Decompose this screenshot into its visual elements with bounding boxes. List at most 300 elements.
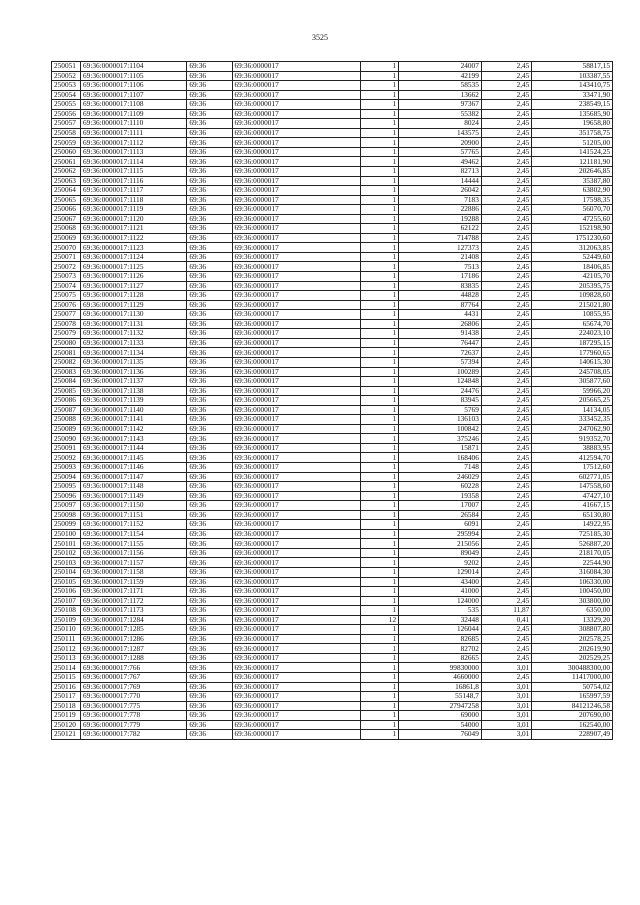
table-row — [52, 157, 613, 167]
area-cell: 143575 — [399, 128, 482, 138]
rate-cell: 3,01 — [481, 663, 532, 673]
rate-cell: 2,45 — [481, 357, 532, 367]
quarter-code-cell: 69:36:0000017 — [232, 539, 361, 549]
cadastral-number-cell: 69:36:0000017:1287 — [81, 644, 187, 654]
value-cell: 42105,70 — [532, 272, 613, 282]
count-cell: 1 — [361, 329, 399, 339]
district-code-cell: 69:36 — [187, 634, 232, 644]
rate-cell: 2,45 — [481, 529, 532, 539]
row-number-cell: 250086 — [52, 396, 81, 406]
quarter-code-cell: 69:36:0000017 — [232, 548, 361, 558]
table-row — [52, 348, 613, 358]
area-cell: 17007 — [399, 501, 482, 511]
district-code-cell: 69:36 — [187, 558, 232, 568]
district-code-cell: 69:36 — [187, 272, 232, 282]
rate-cell: 2,45 — [481, 567, 532, 577]
row-number-cell: 250052 — [52, 71, 81, 81]
area-cell: 19358 — [399, 491, 482, 501]
value-cell: 351758,75 — [532, 128, 613, 138]
quarter-code-cell: 69:36:0000017 — [232, 138, 361, 148]
rate-cell: 2,45 — [481, 596, 532, 606]
district-code-cell: 69:36 — [187, 100, 232, 110]
cadastral-number-cell: 69:36:0000017:1146 — [81, 462, 187, 472]
rate-cell: 0,41 — [481, 615, 532, 625]
count-cell: 1 — [361, 548, 399, 558]
area-cell: 55148,7 — [399, 692, 482, 702]
value-cell: 6350,00 — [532, 606, 613, 616]
row-number-cell: 250054 — [52, 90, 81, 100]
cadastral-number-cell: 69:36:0000017:1139 — [81, 396, 187, 406]
quarter-code-cell: 69:36:0000017 — [232, 291, 361, 301]
quarter-code-cell: 69:36:0000017 — [232, 205, 361, 215]
value-cell: 165997,59 — [532, 692, 613, 702]
area-cell: 21408 — [399, 252, 482, 262]
district-code-cell: 69:36 — [187, 453, 232, 463]
value-cell: 312063,85 — [532, 243, 613, 253]
value-cell: 526887,20 — [532, 539, 613, 549]
area-cell: 7183 — [399, 195, 482, 205]
area-cell: 32448 — [399, 615, 482, 625]
district-code-cell: 69:36 — [187, 252, 232, 262]
quarter-code-cell: 69:36:0000017 — [232, 415, 361, 425]
quarter-code-cell: 69:36:0000017 — [232, 252, 361, 262]
value-cell: 18406,85 — [532, 262, 613, 272]
count-cell: 1 — [361, 205, 399, 215]
count-cell: 1 — [361, 558, 399, 568]
area-cell: 76049 — [399, 730, 482, 740]
cadastral-number-cell: 69:36:0000017:1286 — [81, 634, 187, 644]
quarter-code-cell: 69:36:0000017 — [232, 482, 361, 492]
area-cell: 54000 — [399, 720, 482, 730]
value-cell: 38883,95 — [532, 443, 613, 453]
cadastral-number-cell: 69:36:0000017:1288 — [81, 653, 187, 663]
count-cell: 1 — [361, 367, 399, 377]
district-code-cell: 69:36 — [187, 262, 232, 272]
area-cell: 8024 — [399, 119, 482, 129]
area-cell: 42199 — [399, 71, 482, 81]
value-cell: 100450,00 — [532, 587, 613, 597]
count-cell: 1 — [361, 396, 399, 406]
quarter-code-cell: 69:36:0000017 — [232, 119, 361, 129]
count-cell: 1 — [361, 529, 399, 539]
rate-cell: 2,45 — [481, 176, 532, 186]
value-cell: 1751230,60 — [532, 233, 613, 243]
rate-cell: 2,45 — [481, 90, 532, 100]
value-cell: 305877,60 — [532, 377, 613, 387]
cadastral-number-cell: 69:36:0000017:1142 — [81, 424, 187, 434]
row-number-cell: 250105 — [52, 577, 81, 587]
table-row — [52, 377, 613, 387]
row-number-cell: 250059 — [52, 138, 81, 148]
quarter-code-cell: 69:36:0000017 — [232, 501, 361, 511]
area-cell: 87764 — [399, 300, 482, 310]
district-code-cell: 69:36 — [187, 548, 232, 558]
area-cell: 26584 — [399, 510, 482, 520]
cadastral-number-cell: 69:36:0000017:1173 — [81, 606, 187, 616]
district-code-cell: 69:36 — [187, 625, 232, 635]
quarter-code-cell: 69:36:0000017 — [232, 434, 361, 444]
value-cell: 202646,85 — [532, 167, 613, 177]
value-cell: 143410,75 — [532, 81, 613, 91]
district-code-cell: 69:36 — [187, 491, 232, 501]
quarter-code-cell: 69:36:0000017 — [232, 224, 361, 234]
rate-cell: 2,45 — [481, 195, 532, 205]
cadastral-number-cell: 69:36:0000017:1110 — [81, 119, 187, 129]
quarter-code-cell: 69:36:0000017 — [232, 319, 361, 329]
area-cell: 100842 — [399, 424, 482, 434]
row-number-cell: 250063 — [52, 176, 81, 186]
row-number-cell: 250068 — [52, 224, 81, 234]
count-cell: 1 — [361, 272, 399, 282]
district-code-cell: 69:36 — [187, 644, 232, 654]
value-cell: 19658,80 — [532, 119, 613, 129]
cadastral-number-cell: 69:36:0000017:770 — [81, 692, 187, 702]
rate-cell: 2,45 — [481, 300, 532, 310]
table-row — [52, 711, 613, 721]
row-number-cell: 250106 — [52, 587, 81, 597]
cadastral-number-cell: 69:36:0000017:1155 — [81, 539, 187, 549]
row-number-cell: 250114 — [52, 663, 81, 673]
quarter-code-cell: 69:36:0000017 — [232, 701, 361, 711]
district-code-cell: 69:36 — [187, 281, 232, 291]
area-cell: 136103 — [399, 415, 482, 425]
quarter-code-cell: 69:36:0000017 — [232, 396, 361, 406]
area-cell: 129014 — [399, 567, 482, 577]
cadastral-number-cell: 69:36:0000017:1284 — [81, 615, 187, 625]
value-cell: 140615,30 — [532, 357, 613, 367]
rate-cell: 2,45 — [481, 434, 532, 444]
value-cell: 11417000,00 — [532, 673, 613, 683]
value-cell: 50754,02 — [532, 682, 613, 692]
district-code-cell: 69:36 — [187, 300, 232, 310]
cadastral-number-cell: 69:36:0000017:1125 — [81, 262, 187, 272]
table-row — [52, 338, 613, 348]
district-code-cell: 69:36 — [187, 291, 232, 301]
row-number-cell: 250079 — [52, 329, 81, 339]
count-cell: 1 — [361, 596, 399, 606]
quarter-code-cell: 69:36:0000017 — [232, 663, 361, 673]
area-cell: 375246 — [399, 434, 482, 444]
cadastral-number-cell: 69:36:0000017:1152 — [81, 520, 187, 530]
area-cell: 126044 — [399, 625, 482, 635]
table-row — [52, 424, 613, 434]
district-code-cell: 69:36 — [187, 663, 232, 673]
rate-cell: 2,45 — [481, 338, 532, 348]
table-row — [52, 539, 613, 549]
rate-cell: 11,87 — [481, 606, 532, 616]
quarter-code-cell: 69:36:0000017 — [232, 262, 361, 272]
table-row — [52, 462, 613, 472]
quarter-code-cell: 69:36:0000017 — [232, 520, 361, 530]
row-number-cell: 250061 — [52, 157, 81, 167]
row-number-cell: 250117 — [52, 692, 81, 702]
row-number-cell: 250060 — [52, 147, 81, 157]
cadastral-number-cell: 69:36:0000017:1109 — [81, 109, 187, 119]
district-code-cell: 69:36 — [187, 730, 232, 740]
count-cell: 1 — [361, 539, 399, 549]
row-number-cell: 250118 — [52, 701, 81, 711]
row-number-cell: 250121 — [52, 730, 81, 740]
district-code-cell: 69:36 — [187, 357, 232, 367]
value-cell: 228907,49 — [532, 730, 613, 740]
cadastral-number-cell: 69:36:0000017:1150 — [81, 501, 187, 511]
cadastral-number-cell: 69:36:0000017:1147 — [81, 472, 187, 482]
table-row — [52, 205, 613, 215]
value-cell: 207690,00 — [532, 711, 613, 721]
district-code-cell: 69:36 — [187, 462, 232, 472]
quarter-code-cell: 69:36:0000017 — [232, 281, 361, 291]
rate-cell: 2,45 — [481, 472, 532, 482]
rate-cell: 2,45 — [481, 405, 532, 415]
count-cell: 1 — [361, 62, 399, 72]
row-number-cell: 250102 — [52, 548, 81, 558]
table-row — [52, 272, 613, 282]
row-number-cell: 250108 — [52, 606, 81, 616]
district-code-cell: 69:36 — [187, 606, 232, 616]
quarter-code-cell: 69:36:0000017 — [232, 109, 361, 119]
count-cell: 1 — [361, 214, 399, 224]
table-row — [52, 443, 613, 453]
district-code-cell: 69:36 — [187, 138, 232, 148]
value-cell: 10855,95 — [532, 310, 613, 320]
table-row — [52, 357, 613, 367]
rate-cell: 2,45 — [481, 443, 532, 453]
row-number-cell: 250096 — [52, 491, 81, 501]
area-cell: 24007 — [399, 62, 482, 72]
area-cell: 127373 — [399, 243, 482, 253]
row-number-cell: 250084 — [52, 377, 81, 387]
cadastral-number-cell: 69:36:0000017:1117 — [81, 186, 187, 196]
rate-cell: 2,45 — [481, 138, 532, 148]
cadastral-number-cell: 69:36:0000017:1123 — [81, 243, 187, 253]
area-cell: 17186 — [399, 272, 482, 282]
cadastral-number-cell: 69:36:0000017:1114 — [81, 157, 187, 167]
table-row — [52, 281, 613, 291]
count-cell: 1 — [361, 510, 399, 520]
district-code-cell: 69:36 — [187, 243, 232, 253]
area-cell: 215056 — [399, 539, 482, 549]
district-code-cell: 69:36 — [187, 539, 232, 549]
district-code-cell: 69:36 — [187, 167, 232, 177]
value-cell: 58817,15 — [532, 62, 613, 72]
rate-cell: 2,45 — [481, 377, 532, 387]
count-cell: 1 — [361, 625, 399, 635]
rate-cell: 2,45 — [481, 291, 532, 301]
count-cell: 1 — [361, 233, 399, 243]
row-number-cell: 250107 — [52, 596, 81, 606]
district-code-cell: 69:36 — [187, 567, 232, 577]
cadastral-number-cell: 69:36:0000017:1113 — [81, 147, 187, 157]
district-code-cell: 69:36 — [187, 195, 232, 205]
value-cell: 202529,25 — [532, 653, 613, 663]
district-code-cell: 69:36 — [187, 682, 232, 692]
table-row — [52, 138, 613, 148]
value-cell: 41667,15 — [532, 501, 613, 511]
value-cell: 121181,90 — [532, 157, 613, 167]
cadastral-number-cell: 69:36:0000017:1133 — [81, 338, 187, 348]
value-cell: 47427,10 — [532, 491, 613, 501]
area-cell: 97367 — [399, 100, 482, 110]
table-row — [52, 252, 613, 262]
count-cell: 1 — [361, 310, 399, 320]
rate-cell: 2,45 — [481, 214, 532, 224]
area-cell: 89049 — [399, 548, 482, 558]
rate-cell: 2,45 — [481, 81, 532, 91]
area-cell: 5769 — [399, 405, 482, 415]
page-number: 3525 — [312, 33, 328, 42]
value-cell: 17598,35 — [532, 195, 613, 205]
area-cell: 82665 — [399, 653, 482, 663]
quarter-code-cell: 69:36:0000017 — [232, 405, 361, 415]
value-cell: 17512,60 — [532, 462, 613, 472]
district-code-cell: 69:36 — [187, 692, 232, 702]
table-row — [52, 310, 613, 320]
row-number-cell: 250090 — [52, 434, 81, 444]
district-code-cell: 69:36 — [187, 472, 232, 482]
rate-cell: 2,45 — [481, 501, 532, 511]
area-cell: 62122 — [399, 224, 482, 234]
district-code-cell: 69:36 — [187, 510, 232, 520]
district-code-cell: 69:36 — [187, 348, 232, 358]
count-cell: 1 — [361, 644, 399, 654]
district-code-cell: 69:36 — [187, 587, 232, 597]
value-cell: 215021,80 — [532, 300, 613, 310]
rate-cell: 3,01 — [481, 711, 532, 721]
quarter-code-cell: 69:36:0000017 — [232, 606, 361, 616]
quarter-code-cell: 69:36:0000017 — [232, 615, 361, 625]
cadastral-number-cell: 69:36:0000017:1134 — [81, 348, 187, 358]
cadastral-number-cell: 69:36:0000017:1127 — [81, 281, 187, 291]
row-number-cell: 250069 — [52, 233, 81, 243]
quarter-code-cell: 69:36:0000017 — [232, 157, 361, 167]
district-code-cell: 69:36 — [187, 128, 232, 138]
count-cell: 1 — [361, 157, 399, 167]
district-code-cell: 69:36 — [187, 81, 232, 91]
area-cell: 69000 — [399, 711, 482, 721]
value-cell: 919352,70 — [532, 434, 613, 444]
district-code-cell: 69:36 — [187, 405, 232, 415]
row-number-cell: 250067 — [52, 214, 81, 224]
district-code-cell: 69:36 — [187, 71, 232, 81]
rate-cell: 3,01 — [481, 730, 532, 740]
count-cell: 1 — [361, 443, 399, 453]
count-cell: 1 — [361, 577, 399, 587]
row-number-cell: 250098 — [52, 510, 81, 520]
cadastral-number-cell: 69:36:0000017:1126 — [81, 272, 187, 282]
cadastral-number-cell: 69:36:0000017:1119 — [81, 205, 187, 215]
value-cell: 65130,80 — [532, 510, 613, 520]
table-row — [52, 119, 613, 129]
row-number-cell: 250110 — [52, 625, 81, 635]
value-cell: 412594,70 — [532, 453, 613, 463]
row-number-cell: 250083 — [52, 367, 81, 377]
value-cell: 147558,60 — [532, 482, 613, 492]
cadastral-number-cell: 69:36:0000017:1128 — [81, 291, 187, 301]
row-number-cell: 250091 — [52, 443, 81, 453]
area-cell: 49462 — [399, 157, 482, 167]
count-cell: 1 — [361, 692, 399, 702]
value-cell: 65674,70 — [532, 319, 613, 329]
table-row — [52, 625, 613, 635]
table-row — [52, 567, 613, 577]
count-cell: 1 — [361, 138, 399, 148]
district-code-cell: 69:36 — [187, 596, 232, 606]
quarter-code-cell: 69:36:0000017 — [232, 491, 361, 501]
value-cell: 187295,15 — [532, 338, 613, 348]
row-number-cell: 250066 — [52, 205, 81, 215]
table-row — [52, 128, 613, 138]
value-cell: 205665,25 — [532, 396, 613, 406]
count-cell: 1 — [361, 90, 399, 100]
value-cell: 14922,95 — [532, 520, 613, 530]
table-row — [52, 262, 613, 272]
value-cell: 106330,00 — [532, 577, 613, 587]
value-cell: 300488300,00 — [532, 663, 613, 673]
row-number-cell: 250056 — [52, 109, 81, 119]
rate-cell: 2,45 — [481, 205, 532, 215]
value-cell: 303800,00 — [532, 596, 613, 606]
value-cell: 109828,60 — [532, 291, 613, 301]
table-row — [52, 300, 613, 310]
area-cell: 82713 — [399, 167, 482, 177]
table-row — [52, 453, 613, 463]
count-cell: 1 — [361, 711, 399, 721]
table-row — [52, 606, 613, 616]
area-cell: 24476 — [399, 386, 482, 396]
area-cell: 57394 — [399, 357, 482, 367]
quarter-code-cell: 69:36:0000017 — [232, 62, 361, 72]
rate-cell: 2,45 — [481, 520, 532, 530]
district-code-cell: 69:36 — [187, 653, 232, 663]
row-number-cell: 250071 — [52, 252, 81, 262]
count-cell: 1 — [361, 682, 399, 692]
area-cell: 124000 — [399, 596, 482, 606]
row-number-cell: 250100 — [52, 529, 81, 539]
rate-cell: 2,45 — [481, 128, 532, 138]
area-cell: 57765 — [399, 147, 482, 157]
row-number-cell: 250115 — [52, 673, 81, 683]
area-cell: 83835 — [399, 281, 482, 291]
count-cell: 1 — [361, 176, 399, 186]
value-cell: 725185,30 — [532, 529, 613, 539]
row-number-cell: 250073 — [52, 272, 81, 282]
count-cell: 1 — [361, 357, 399, 367]
row-number-cell: 250101 — [52, 539, 81, 549]
cadastral-number-cell: 69:36:0000017:766 — [81, 663, 187, 673]
row-number-cell: 250053 — [52, 81, 81, 91]
quarter-code-cell: 69:36:0000017 — [232, 167, 361, 177]
table-row — [52, 692, 613, 702]
district-code-cell: 69:36 — [187, 711, 232, 721]
rate-cell: 2,45 — [481, 243, 532, 253]
table-row — [52, 147, 613, 157]
cadastral-number-cell: 69:36:0000017:1151 — [81, 510, 187, 520]
count-cell: 1 — [361, 252, 399, 262]
value-cell: 602771,05 — [532, 472, 613, 482]
district-code-cell: 69:36 — [187, 673, 232, 683]
table-row — [52, 367, 613, 377]
row-number-cell: 250094 — [52, 472, 81, 482]
quarter-code-cell: 69:36:0000017 — [232, 644, 361, 654]
cadastral-number-cell: 69:36:0000017:1136 — [81, 367, 187, 377]
rate-cell: 3,01 — [481, 701, 532, 711]
rate-cell: 2,45 — [481, 233, 532, 243]
rate-cell: 2,45 — [481, 510, 532, 520]
count-cell: 1 — [361, 482, 399, 492]
registry-body — [52, 62, 613, 740]
quarter-code-cell: 69:36:0000017 — [232, 625, 361, 635]
quarter-code-cell: 69:36:0000017 — [232, 462, 361, 472]
